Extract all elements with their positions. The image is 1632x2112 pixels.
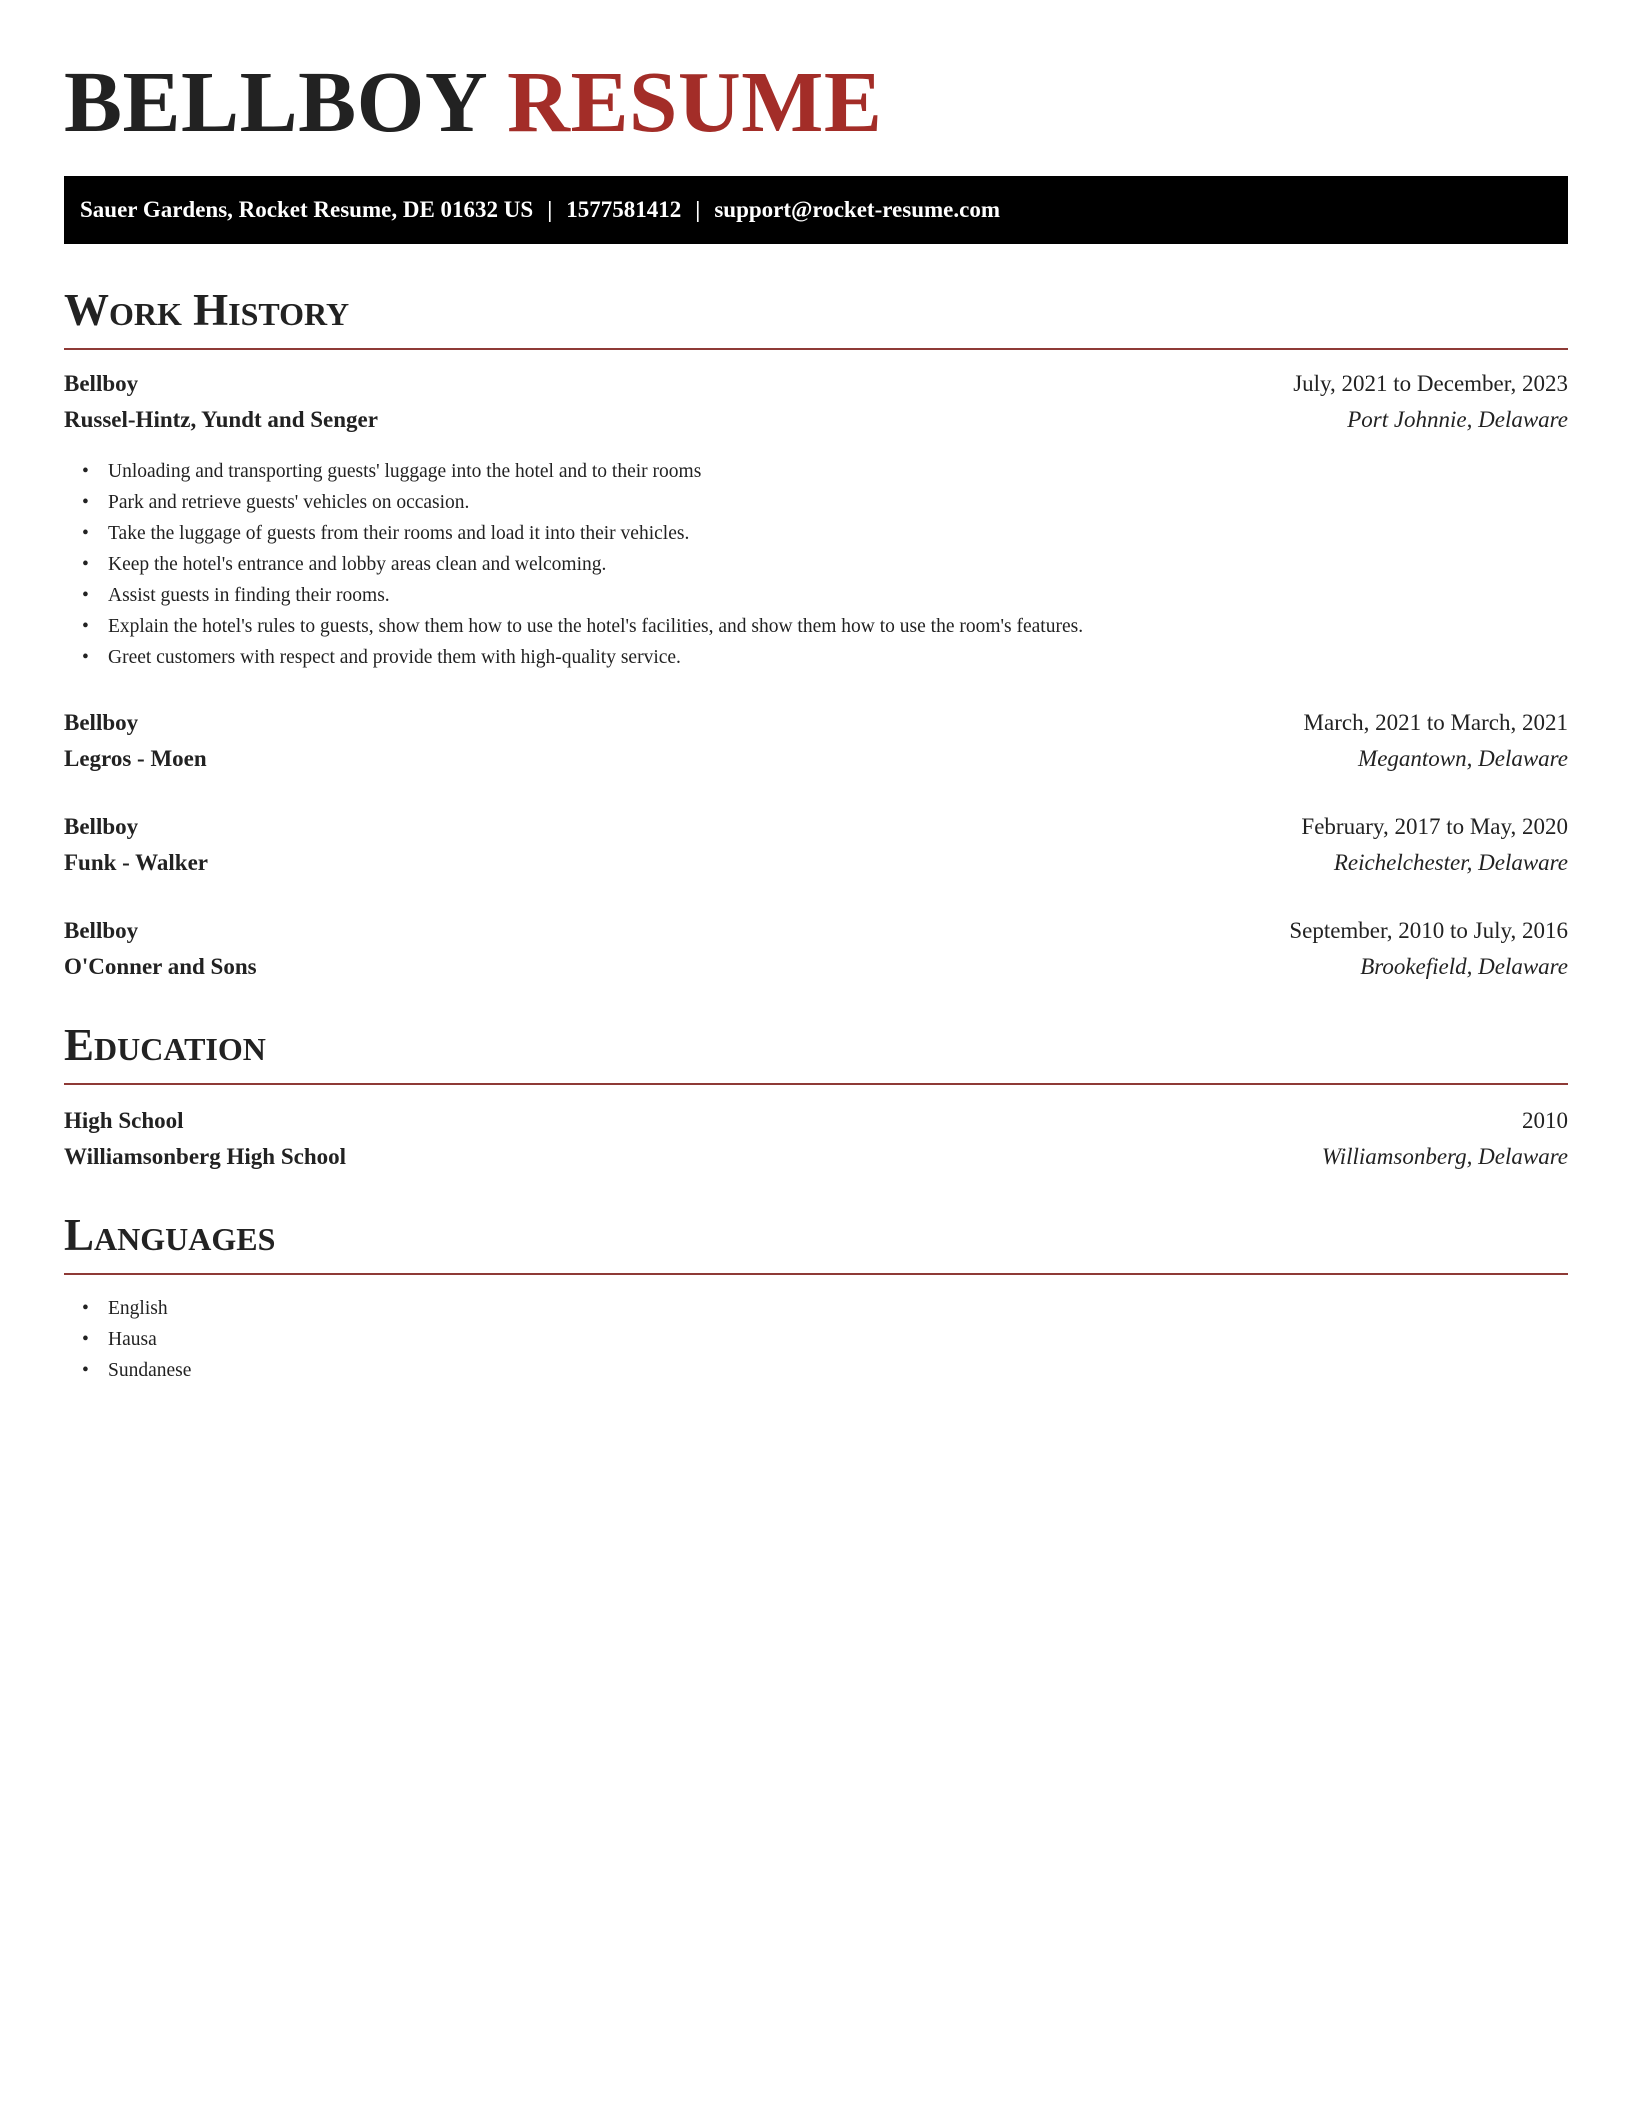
- education-header-row: [64, 1103, 1568, 1139]
- language-item: • Hausa: [108, 1324, 1568, 1355]
- job-duty-item: • Park and retrieve guests' vehicles on occasion.: [108, 487, 1568, 518]
- job-company-row: [64, 845, 1568, 881]
- section-divider: [64, 1083, 1568, 1085]
- section-divider: [64, 1273, 1568, 1275]
- contact-phone: 1577581412: [566, 197, 682, 222]
- job-entry: [64, 366, 1568, 673]
- languages-list: [64, 1293, 1568, 1386]
- language-item: • Sundanese: [108, 1355, 1568, 1386]
- education-section: [64, 1019, 1568, 1175]
- section-divider: [64, 348, 1568, 350]
- education-school-row: [64, 1139, 1568, 1175]
- job-company-row: [64, 949, 1568, 985]
- education-year: 2010: [1522, 1108, 1568, 1133]
- title-part-job: BELLBOY: [64, 53, 485, 150]
- contact-address: Sauer Gardens, Rocket Resume, DE 01632 US: [80, 197, 534, 222]
- languages-section: [64, 1209, 1568, 1386]
- job-company: Russel-Hintz, Yundt and Senger: [64, 407, 378, 432]
- resume-title: [64, 0, 1568, 152]
- job-dates: March, 2021 to March, 2021: [1303, 710, 1568, 735]
- job-duty-item: • Keep the hotel's entrance and lobby areas clean and welcoming.: [108, 549, 1568, 580]
- job-duty-item: • Greet customers with respect and provide them with high-quality service.: [108, 642, 1568, 673]
- job-location: Reichelchester, Delaware: [1333, 850, 1568, 875]
- job-dates: February, 2017 to May, 2020: [1301, 814, 1568, 839]
- education-school: Williamsonberg High School: [64, 1144, 347, 1169]
- job-duty-item: • Take the luggage of guests from their rooms and load it into their vehicles.: [108, 518, 1568, 549]
- work-history-section: [64, 284, 1568, 985]
- section-heading-education: Education: [64, 1020, 266, 1070]
- education-degree: High School: [64, 1108, 184, 1133]
- contact-separator: |: [695, 197, 701, 222]
- education-entry: [64, 1103, 1568, 1175]
- section-heading-work-history: Work History: [64, 285, 350, 335]
- job-header-row: [64, 913, 1568, 949]
- job-location: Brookefield, Delaware: [1360, 954, 1568, 979]
- job-entry: [64, 809, 1568, 881]
- job-title: Bellboy: [64, 371, 139, 396]
- job-company: Legros - Moen: [64, 746, 207, 771]
- job-location: Port Johnnie, Delaware: [1347, 407, 1568, 432]
- job-dates: September, 2010 to July, 2016: [1289, 918, 1568, 943]
- job-duty-item: • Explain the hotel's rules to guests, show them how to use the hotel's facilities, and show them how to use the room's features.: [108, 611, 1568, 642]
- job-title: Bellboy: [64, 814, 139, 839]
- job-header-row: [64, 705, 1568, 741]
- job-duties-list: [64, 456, 1568, 673]
- language-item: • English: [108, 1293, 1568, 1324]
- job-header-row: [64, 809, 1568, 845]
- job-duty-item: • Assist guests in finding their rooms.: [108, 580, 1568, 611]
- job-dates: July, 2021 to December, 2023: [1293, 371, 1568, 396]
- section-heading-languages: Languages: [64, 1210, 276, 1260]
- job-entry: [64, 913, 1568, 985]
- job-company-row: [64, 741, 1568, 777]
- job-title: Bellboy: [64, 710, 139, 735]
- title-part-resume: RESUME: [507, 53, 883, 150]
- contact-bar: [64, 176, 1568, 244]
- job-location: Megantown, Delaware: [1358, 746, 1568, 771]
- contact-email: support@rocket-resume.com: [714, 197, 1000, 222]
- job-header-row: [64, 366, 1568, 402]
- job-company: O'Conner and Sons: [64, 954, 257, 979]
- job-company-row: [64, 402, 1568, 438]
- job-entry: [64, 705, 1568, 777]
- resume-page: [64, 0, 1568, 1386]
- job-title: Bellboy: [64, 918, 139, 943]
- job-company: Funk - Walker: [64, 850, 208, 875]
- education-location: Williamsonberg, Delaware: [1321, 1144, 1568, 1169]
- job-duty-item: • Unloading and transporting guests' luggage into the hotel and to their rooms: [108, 456, 1568, 487]
- contact-separator: |: [547, 197, 553, 222]
